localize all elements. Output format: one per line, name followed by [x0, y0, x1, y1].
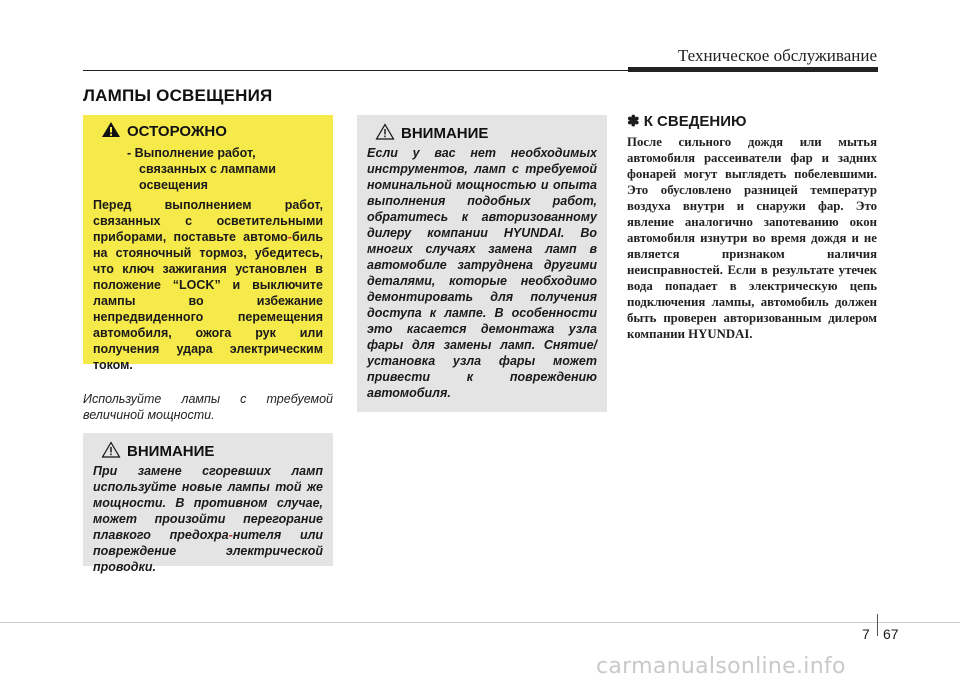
caution-box	[83, 115, 333, 372]
footer-divider	[877, 614, 878, 636]
attention-box-tools	[357, 115, 607, 412]
caution-body-part-b: биль на стояночный тормоз, убедитесь, что ключ зажигания установлен в положение “LOCK” и выключите лампы во избежание непредвиденного перемещения автомобиля, ожога рук или получения удара электрическим током.	[93, 230, 323, 372]
chapter-number: 7	[862, 626, 870, 642]
warning-outline-triangle-icon	[101, 441, 121, 462]
attention-box-replacement	[83, 433, 333, 574]
caution-body-part-a: Перед выполнением работ, связанных с осветительными приборами, поставьте автомо	[93, 198, 323, 244]
attention-body-part-a: При замене сгоревших ламп используйте новые лампы той же мощности. В противном случае, может произойти перегорание плавкого предохра	[93, 464, 323, 542]
info-body: После сильного дождя или мытья автомобиля рассеиватели фар и задних фонарей могут выглядеть побелевшими. Это обусловлено разницей температур воздуха внутри и снаружи фар. Это явление аналогично запотеванию окон автомобиля изнутри во время дождя и не является признаком наличия неисправностей. Если в результате утечек вода попадает в электрическую цепь подключения лампы, автомобиль должен быть проверен авторизованным дилером компании HYUNDAI.	[627, 135, 877, 341]
lamp-power-note: Используйте лампы с требуемой величиной мощности.	[83, 392, 333, 422]
info-title: ✽ К СВЕДЕНИЮ	[627, 113, 747, 130]
attention-body	[93, 463, 323, 575]
attention-body: Если у вас нет необходимых инструментов, ламп с требуемой номинальной мощностью и опыта выполнения подобных работ, обратитесь к авторизованному дилеру компании HYUNDAI. Во многих случаях замена ламп в автомобиле затруднена другими деталями, которые необходимо демонтировать для получения доступа к лампе. В особенности это касается демонтажа узла фары для замены ламп. Снятие/установка узла фары может привести к повреждению автомобиля.	[367, 146, 597, 400]
section-title: ЛАМПЫ ОСВЕЩЕНИЯ	[83, 86, 273, 105]
caution-body	[93, 197, 323, 373]
footer-rule	[0, 622, 960, 623]
warning-triangle-icon	[101, 121, 121, 142]
attention-title: ВНИМАНИЕ	[127, 442, 215, 460]
watermark: carmanualsonline.info	[596, 654, 846, 679]
page-number: 67	[883, 626, 899, 642]
attention-heading	[101, 441, 323, 461]
caution-title: ОСТОРОЖНО	[127, 122, 227, 140]
attention-hyphen: -	[228, 528, 233, 542]
caution-hyphen: -	[287, 230, 292, 244]
caution-subtitle: - Выполнение работ, связанных с лампами освещения	[127, 146, 276, 192]
attention-title: ВНИМАНИЕ	[401, 124, 489, 142]
header-bar	[628, 67, 878, 72]
caution-heading	[101, 121, 323, 141]
info-note	[627, 112, 877, 342]
warning-outline-triangle-icon	[375, 123, 395, 144]
chapter-header-title: Техническое обслуживание	[677, 46, 877, 65]
attention-body-part-b: нителя или повреждение электрической проводки.	[93, 528, 323, 574]
attention-heading	[375, 123, 597, 143]
